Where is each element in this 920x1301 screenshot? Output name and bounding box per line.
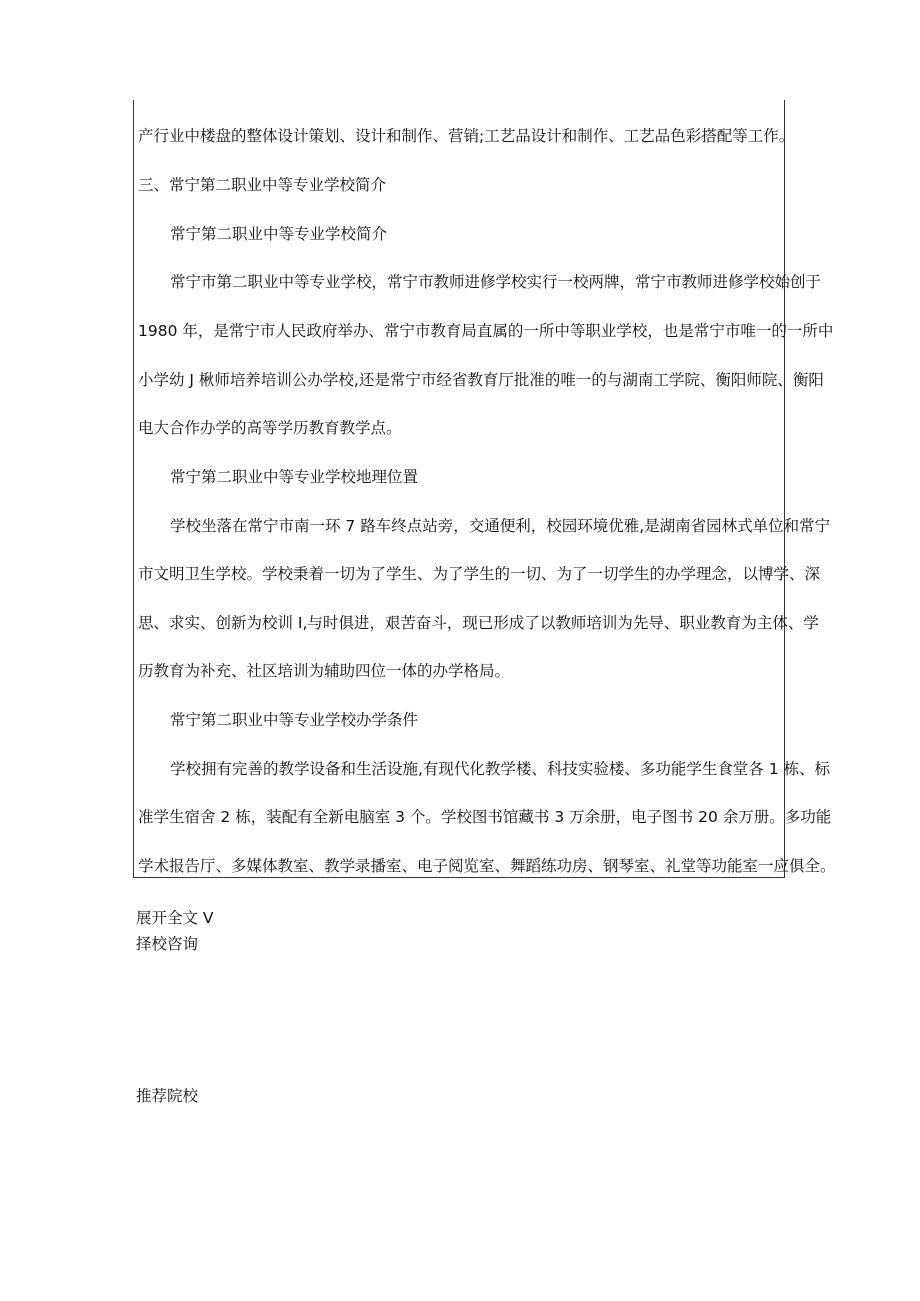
paragraph-intro-line-4: 电大合作办学的高等学历教育教学点。 <box>138 419 402 437</box>
paragraph-location-line-3: 思、求实、创新为校训 I,与时俱进，艰苦奋斗，现已形成了以教师培训为先导、职业教育为主体、学 <box>138 614 819 632</box>
subheading-intro: 常宁第二职业中等专业学校简介 <box>170 225 388 243</box>
subheading-location: 常宁第二职业中等专业学校地理位置 <box>170 468 419 486</box>
paragraph-conditions-line-2: 准学生宿舍 2 栋，装配有全新电脑室 3 个。学校图书馆藏书 3 万余册，电子图书 20 余万册。多功能 <box>138 808 832 826</box>
section-heading: 三、常宁第二职业中等专业学校简介 <box>138 176 387 194</box>
paragraph-intro-line-2: 1980 年，是常宁市人民政府举办、常宁市教育局直属的一所中等职业学校，也是常宁市唯一的一所中 <box>138 322 834 340</box>
paragraph-conditions-line-3: 学术报告厅、多媒体教室、教学录播室、电子阅览室、舞蹈练功房、钢琴室、礼堂等功能室一应俱全。 <box>138 857 836 875</box>
paragraph-intro-line-3: 小学幼 J 楸师培养培训公办学校,还是常宁市经省教育厅批准的唯一的与湖南工学院、衡阳师院、衡阳 <box>138 371 824 389</box>
recommended-schools-heading: 推荐院校 <box>136 1087 199 1105</box>
paragraph-intro-line-1: 常宁市第二职业中等专业学校，常宁市教师进修学校实行一校两牌，常宁市教师进修学校始创于 <box>170 273 822 291</box>
expand-full-text-link[interactable]: 展开全文 V <box>136 909 214 927</box>
paragraph-conditions-line-1: 学校拥有完善的教学设备和生活设施,有现代化教学楼、科技实验楼、多功能学生食堂各 1 栋、标 <box>170 760 831 778</box>
paragraph-location-line-1: 学校坐落在常宁市南一环 7 路车终点站旁，交通便利，校园环境优雅,是湖南省园林式单位和常宁 <box>170 517 831 535</box>
paragraph-location-line-4: 历教育为补充、社区培训为辅助四位一体的办学格局。 <box>138 662 511 680</box>
article-line-1: 产行业中楼盘的整体设计策划、设计和制作、营销;工艺品设计和制作、工艺品色彩搭配等工作。 <box>138 127 795 145</box>
school-consult-link[interactable]: 择校咨询 <box>136 935 199 953</box>
article-content-box <box>133 100 836 878</box>
subheading-conditions: 常宁第二职业中等专业学校办学条件 <box>170 711 419 729</box>
paragraph-location-line-2: 市文明卫生学校。学校秉着一切为了学生、为了学生的一切、为了一切学生的办学理念，以博学、深 <box>138 565 821 583</box>
